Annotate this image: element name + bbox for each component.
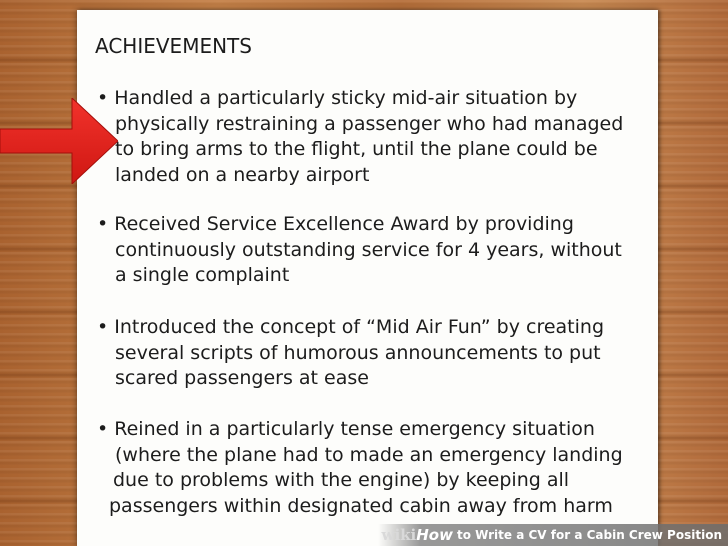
bullet-line: several scripts of humorous announcements to put (115, 341, 601, 364)
bullet-marker: • (97, 418, 109, 440)
bullet-line: physically restraining a passenger who had managed (115, 112, 624, 135)
bullet-text: Received Service Excellence Award by providing (114, 213, 574, 235)
bullet-text: Introduced the concept of “Mid Air Fun” by creating (114, 316, 604, 338)
red-arrow-right-icon (0, 98, 118, 184)
article-title: to Write a CV for a Cabin Crew Position (456, 528, 722, 542)
bullet-line: (where the plane had to made an emergency landing (115, 443, 623, 466)
section-heading: ACHIEVEMENTS (95, 34, 252, 58)
bullet-text: Reined in a particularly tense emergency situation (114, 418, 595, 440)
wikihow-logo (382, 526, 453, 544)
bullet-line (97, 417, 623, 443)
logo-how: How (416, 526, 453, 544)
bullet-text: Handled a particularly sticky mid-air situation by (114, 87, 578, 109)
bullet-line: landed on a nearby airport (115, 163, 370, 186)
bullet-line (97, 86, 623, 112)
achievement-item-4 (97, 417, 623, 519)
wikihow-watermark (378, 524, 728, 546)
bullet-line: to bring arms to the flight, until the plane could be (115, 138, 598, 160)
bullet-line: a single complaint (115, 264, 290, 286)
achievement-item-3 (97, 315, 604, 392)
bullet-marker: • (97, 213, 109, 235)
bullet-marker: • (97, 316, 109, 338)
achievement-item-2 (97, 212, 622, 289)
bullet-line (97, 315, 604, 341)
bullet-line: passengers within designated cabin away from harm (109, 494, 613, 517)
bullet-line: continuously outstanding service for 4 years, without (115, 238, 622, 261)
bullet-line: due to problems with the engine) by keeping all (113, 469, 570, 491)
bullet-line: scared passengers at ease (115, 367, 369, 389)
bullet-line (97, 212, 622, 238)
bullet-marker: • (97, 87, 109, 109)
achievement-item-1 (97, 86, 623, 188)
logo-wiki: wiki (381, 526, 417, 544)
